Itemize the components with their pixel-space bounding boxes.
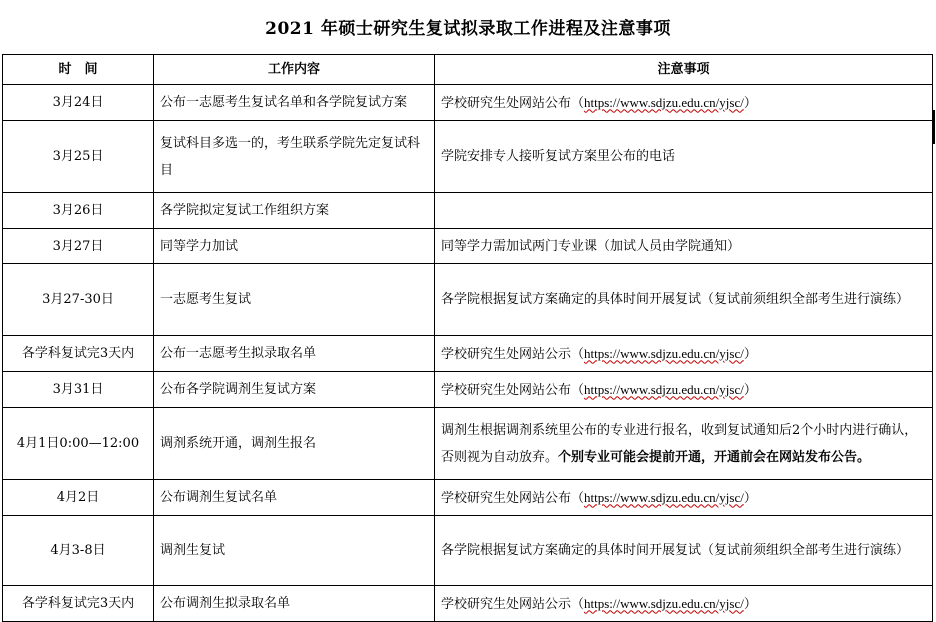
cell-notes: 各学院根据复试方案确定的具体时间开展复试（复试前须组织全部考生进行演练） — [435, 264, 933, 336]
header-content: 工作内容 — [154, 55, 435, 85]
table-row — [3, 121, 933, 193]
table-row — [3, 516, 933, 586]
notes-text: 调剂生根据调剂系统里公布的专业进行报名，收到复试通知后2个小时内进行确认，否则视为自动放弃。 — [441, 422, 918, 465]
cell-content: 公布各学院调剂生复试方案 — [154, 372, 435, 408]
table-row — [3, 229, 933, 264]
website-link[interactable]: https://www.sdjzu.edu.cn/yjsc/ — [584, 381, 744, 397]
cell-notes: 各学院根据复试方案确定的具体时间开展复试（复试前须组织全部考生进行演练） — [435, 516, 933, 586]
cell-notes: 同等学力需加试两门专业课（加试人员由学院通知） — [435, 229, 933, 264]
notes-suffix: ） — [743, 95, 757, 111]
notes-prefix: 学校研究生处网站公示（ — [441, 346, 585, 362]
cell-time: 各学科复试完3天内 — [3, 336, 154, 372]
cell-time: 4月2日 — [3, 480, 154, 516]
window-edge-divider — [933, 110, 935, 144]
cell-notes — [435, 586, 933, 622]
cell-time: 3月31日 — [3, 372, 154, 408]
cell-notes — [435, 336, 933, 372]
notes-prefix: 学校研究生处网站公布（ — [441, 95, 585, 111]
cell-content: 公布一志愿考生复试名单和各学院复试方案 — [154, 85, 435, 121]
table-row — [3, 336, 933, 372]
notes-suffix: ） — [743, 490, 757, 506]
table-row — [3, 586, 933, 622]
cell-notes: 学院安排专人接听复试方案里公布的电话 — [435, 121, 933, 193]
cell-content: 调剂生复试 — [154, 516, 435, 586]
cell-time: 3月25日 — [3, 121, 154, 193]
notes-prefix: 学校研究生处网站公布（ — [441, 490, 585, 506]
page-title: 2021 年硕士研究生复试拟录取工作进程及注意事项 — [265, 19, 671, 39]
table-row — [3, 372, 933, 408]
website-link[interactable]: https://www.sdjzu.edu.cn/yjsc/ — [584, 94, 744, 110]
table-row — [3, 193, 933, 229]
cell-time: 3月27-30日 — [3, 264, 154, 336]
cell-content: 公布一志愿考生拟录取名单 — [154, 336, 435, 372]
website-link[interactable]: https://www.sdjzu.edu.cn/yjsc/ — [584, 595, 744, 611]
cell-content: 公布调剂生复试名单 — [154, 480, 435, 516]
notes-bold-warning: 个别专业可能会提前开通，开通前会在网站发布公告。 — [558, 449, 871, 465]
cell-notes — [435, 193, 933, 229]
cell-content: 同等学力加试 — [154, 229, 435, 264]
cell-time: 3月26日 — [3, 193, 154, 229]
notes-prefix: 学校研究生处网站公示（ — [441, 596, 585, 612]
notes-suffix: ） — [743, 346, 757, 362]
table-row — [3, 408, 933, 480]
cell-content: 公布调剂生拟录取名单 — [154, 586, 435, 622]
cell-time: 3月24日 — [3, 85, 154, 121]
cell-notes — [435, 85, 933, 121]
cell-time: 3月27日 — [3, 229, 154, 264]
notes-suffix: ） — [743, 596, 757, 612]
table-row — [3, 480, 933, 516]
cell-content: 一志愿考生复试 — [154, 264, 435, 336]
header-notes: 注意事项 — [435, 55, 933, 85]
cell-content: 调剂系统开通，调剂生报名 — [154, 408, 435, 480]
table-row — [3, 264, 933, 336]
table-header-row — [3, 55, 933, 85]
cell-time: 各学科复试完3天内 — [3, 586, 154, 622]
notes-prefix: 学校研究生处网站公布（ — [441, 382, 585, 398]
cell-content: 复试科目多选一的，考生联系学院先定复试科目 — [154, 121, 435, 193]
table-row — [3, 85, 933, 121]
notes-suffix: ） — [743, 382, 757, 398]
cell-time: 4月1日0:00—12:00 — [3, 408, 154, 480]
cell-notes — [435, 372, 933, 408]
cell-time: 4月3-8日 — [3, 516, 154, 586]
cell-notes — [435, 408, 933, 480]
website-link[interactable]: https://www.sdjzu.edu.cn/yjsc/ — [584, 489, 744, 505]
schedule-table — [2, 54, 933, 622]
cell-notes — [435, 480, 933, 516]
website-link[interactable]: https://www.sdjzu.edu.cn/yjsc/ — [584, 345, 744, 361]
header-time: 时 间 — [3, 55, 154, 85]
cell-content: 各学院拟定复试工作组织方案 — [154, 193, 435, 229]
